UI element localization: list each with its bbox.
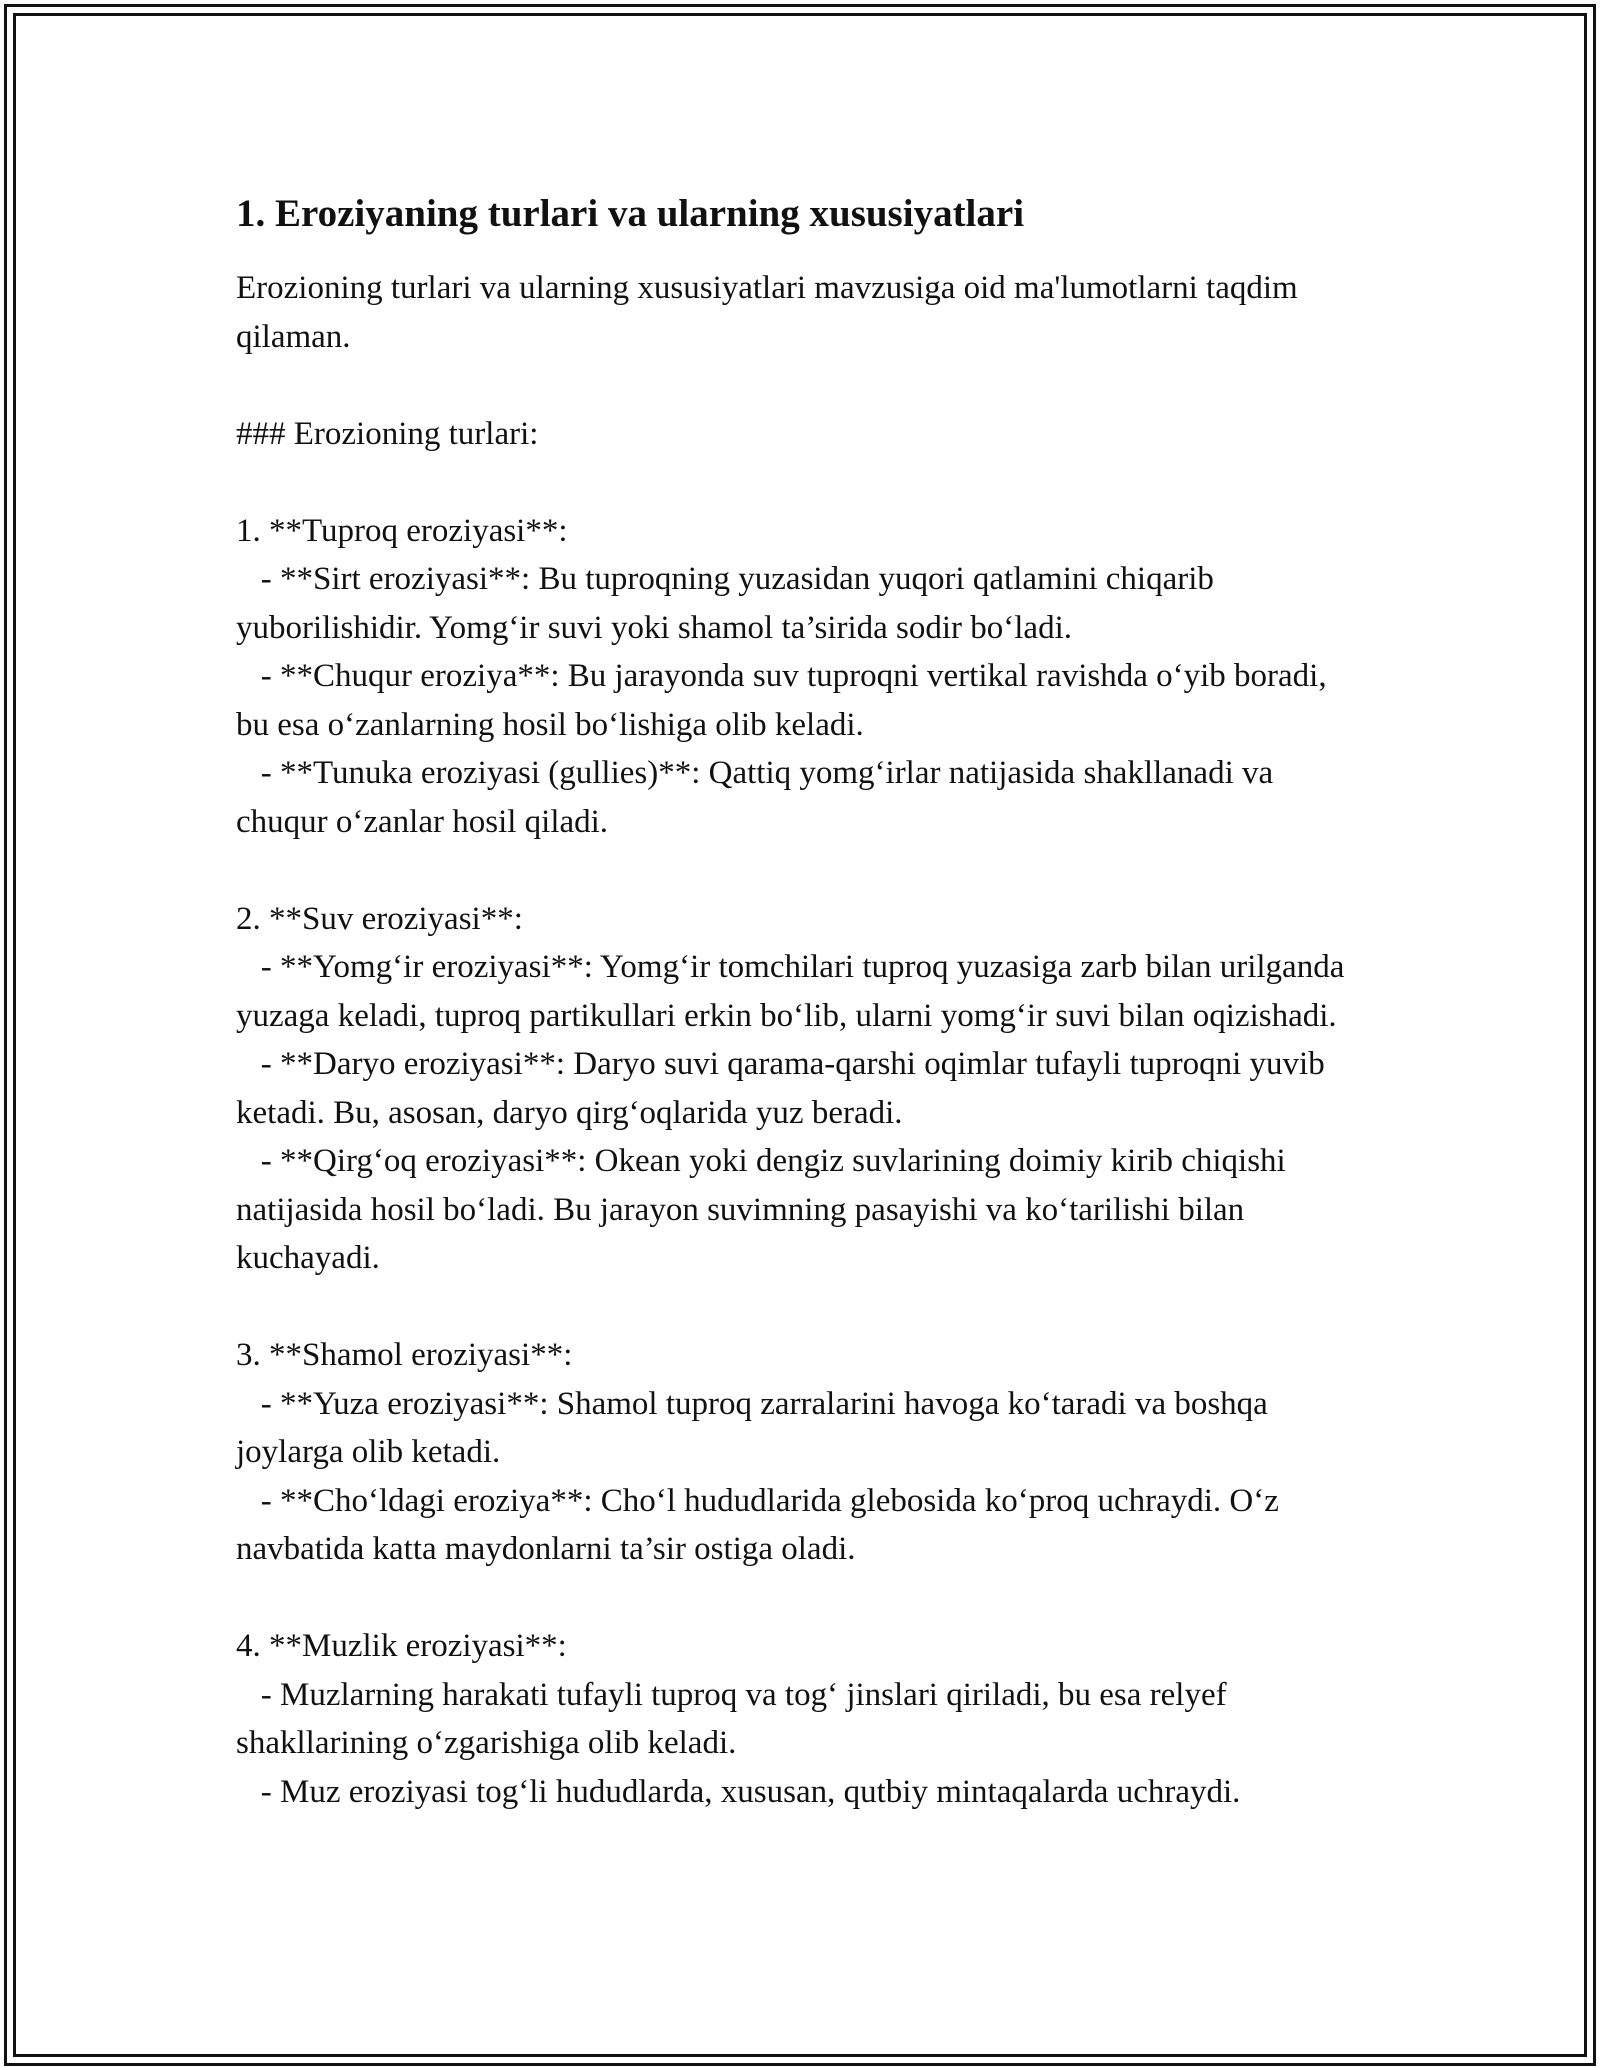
subheading: ### Erozioning turlari:	[236, 415, 539, 452]
list-item: - **Daryo eroziyasi**: Daryo suvi qarama-qarshi oqimlar tufayli tuproqni yuvib ketadi. Bu, asosan, daryo qirg‘oqlarida yuz beradi.	[236, 1046, 1333, 1131]
intro-paragraph: Erozioning turlari va ularning xususiyatlari mavzusiga oid ma'lumotlarni taqdim qilaman.	[236, 270, 1306, 355]
document-body	[236, 186, 1366, 1816]
list-item: - **Sirt eroziyasi**: Bu tuproqning yuzasidan yuqori qatlamini chiqarib yuborilishidir. Yomg‘ir suvi yoki shamol ta’sirida sodir bo‘ladi.	[236, 561, 1223, 646]
section-heading: 4. **Muzlik eroziyasi**:	[236, 1628, 567, 1664]
list-item: - **Tunuka eroziyasi (gullies)**: Qattiq yomg‘irlar natijasida shakllanadi va chuqur o‘zanlar hosil qiladi.	[236, 755, 1282, 840]
section-heading: 2. **Suv eroziyasi**:	[236, 900, 523, 937]
document-title: 1. Eroziyaning turlari va ularning xususiyatlari	[236, 192, 1025, 235]
list-item: - **Cho‘ldagi eroziya**: Cho‘l hududlarida glebosida ko‘proq uchraydi. O‘z navbatida katta maydonlarni ta’sir ostiga oladi.	[236, 1482, 1288, 1567]
section-heading: 3. **Shamol eroziyasi**:	[236, 1337, 573, 1373]
list-item: - Muz eroziyasi tog‘li hududlarda, xususan, qutbiy mintaqalarda uchraydi.	[236, 1773, 1241, 1810]
list-item: - **Yomg‘ir eroziyasi**: Yomg‘ir tomchilari tuproq yuzasiga zarb bilan urilganda yuzaga keladi, tuproq partikullari erkin bo‘lib, ularni yomg‘ir suvi bilan oqizishadi.	[236, 949, 1353, 1034]
list-item: - **Qirg‘oq eroziyasi**: Okean yoki dengiz suvlarining doimiy kirib chiqishi natijasida hosil bo‘ladi. Bu jarayon suvimning pasayishi va ko‘tarilishi bilan kuchayadi.	[236, 1143, 1294, 1276]
section-heading: 1. **Tuproq eroziyasi**:	[236, 512, 568, 549]
list-item: - **Yuza eroziyasi**: Shamol tuproq zarralarini havoga ko‘taradi va boshqa joylarga olib ketadi.	[236, 1385, 1277, 1470]
list-item: - Muzlarning harakati tufayli tuproq va tog‘ jinslari qiriladi, bu esa relyef shakllarining o‘zgarishiga olib keladi.	[236, 1676, 1235, 1761]
list-item: - **Chuqur eroziya**: Bu jarayonda suv tuproqni vertikal ravishda o‘yib boradi, bu esa o‘zanlarning hosil bo‘lishiga olib keladi.	[236, 658, 1335, 743]
